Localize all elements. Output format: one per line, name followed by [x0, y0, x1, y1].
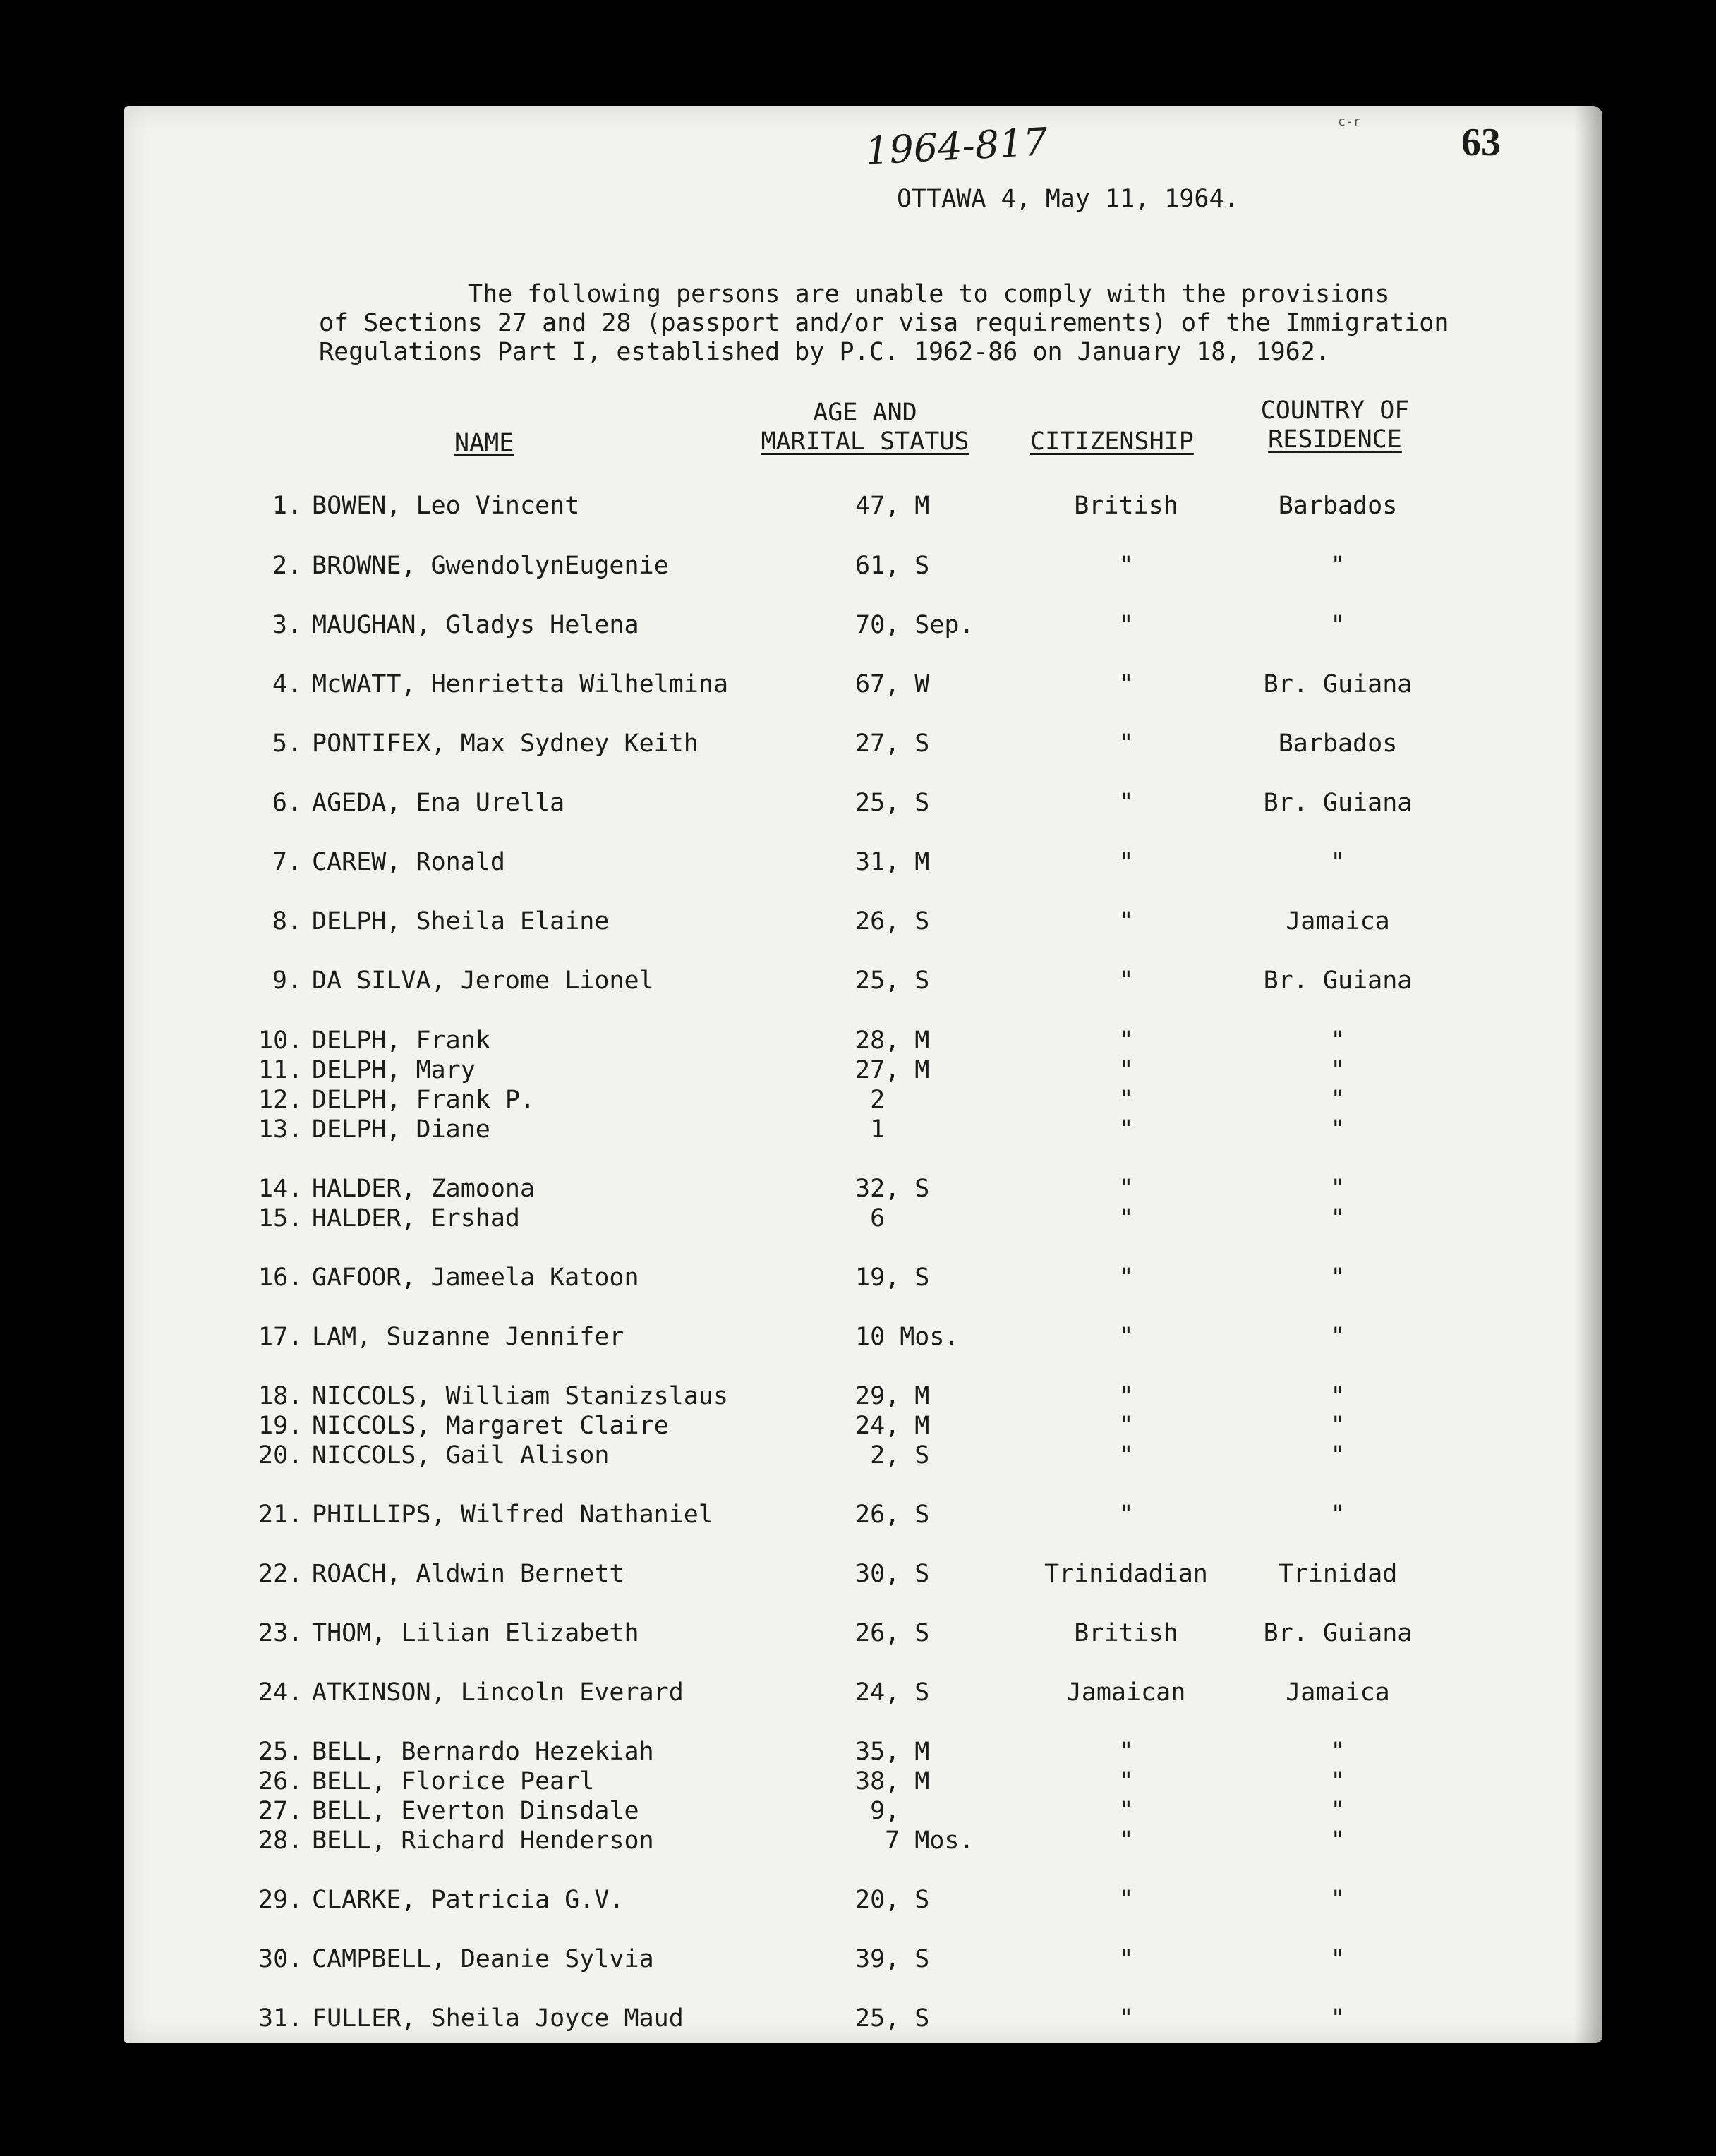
citizenship: "	[1118, 1412, 1134, 1440]
row-number: 26.	[258, 1767, 303, 1795]
citizenship: "	[1118, 1323, 1134, 1351]
person-name: DA SILVA, Jerome Lionel	[312, 967, 654, 995]
row-number: 3.	[272, 611, 302, 639]
table-row	[124, 1175, 1602, 1206]
country-of-residence: "	[1330, 1738, 1346, 1766]
table-row	[124, 1738, 1602, 1769]
citizenship: "	[1118, 1175, 1134, 1203]
row-number: 19.	[258, 1412, 303, 1440]
table-row	[124, 1619, 1602, 1650]
age-marital-status: 28, M	[855, 1026, 930, 1055]
age-marital-status: 25, S	[855, 789, 930, 817]
intro-line-1: The following persons are unable to comply with the provisions	[468, 280, 1390, 308]
row-number: 9.	[272, 967, 302, 995]
age-marital-status: 32, S	[855, 1175, 930, 1203]
header-citizenship: CITIZENSHIP	[1030, 428, 1194, 456]
age-marital-status: 61, S	[855, 552, 930, 580]
page-number: 63	[1461, 121, 1501, 164]
age-marital-status: 27, M	[855, 1056, 930, 1084]
table-row	[124, 1382, 1602, 1413]
person-name: LAM, Suzanne Jennifer	[312, 1323, 624, 1351]
citizenship: "	[1118, 1264, 1134, 1292]
country-of-residence: "	[1330, 2004, 1346, 2033]
table-row	[124, 2004, 1602, 2035]
person-name: BELL, Richard Henderson	[312, 1827, 654, 1855]
person-name: DELPH, Frank P.	[312, 1086, 536, 1114]
citizenship: "	[1118, 1501, 1134, 1529]
person-name: DELPH, Sheila Elaine	[312, 907, 610, 935]
citizenship: "	[1118, 670, 1134, 698]
header-name: NAME	[454, 429, 514, 457]
country-of-residence: "	[1330, 611, 1346, 639]
citizenship: "	[1118, 1797, 1134, 1825]
header-residence-line1: COUNTRY OF	[1260, 396, 1410, 425]
row-number: 25.	[258, 1738, 303, 1766]
age-marital-status: 24, S	[855, 1678, 930, 1707]
table-row	[124, 1441, 1602, 1472]
country-of-residence: "	[1330, 1412, 1346, 1440]
table-row	[124, 1560, 1602, 1591]
person-name: ATKINSON, Lincoln Everard	[312, 1678, 684, 1707]
row-number: 2.	[272, 552, 302, 580]
person-name: CAREW, Ronald	[312, 848, 505, 876]
row-number: 22.	[258, 1560, 303, 1588]
row-number: 20.	[258, 1441, 303, 1470]
person-name: DELPH, Mary	[312, 1056, 476, 1084]
citizenship: "	[1118, 1086, 1134, 1114]
country-of-residence: "	[1330, 1115, 1346, 1144]
person-name: BROWNE, GwendolynEugenie	[312, 552, 669, 580]
person-name: HALDER, Ershad	[312, 1204, 521, 1233]
person-name: NICCOLS, Margaret Claire	[312, 1412, 669, 1440]
person-name: ROACH, Aldwin Bernett	[312, 1560, 624, 1588]
header-age-line1: AGE AND	[813, 399, 917, 427]
citizenship: "	[1118, 2004, 1134, 2033]
table-row	[124, 1115, 1602, 1146]
country-of-residence: "	[1330, 552, 1346, 580]
row-number: 31.	[258, 2004, 303, 2033]
age-marital-status: 29, M	[855, 1382, 930, 1410]
document-page	[124, 106, 1602, 2043]
header-age-line2: MARITAL STATUS	[761, 428, 969, 456]
handwritten-reference: 1964-817	[864, 119, 1049, 174]
citizenship: "	[1118, 1056, 1134, 1084]
citizenship: "	[1118, 611, 1134, 639]
citizenship: "	[1118, 1886, 1134, 1914]
table-row	[124, 1086, 1602, 1117]
table-row	[124, 789, 1602, 820]
row-number: 11.	[258, 1056, 303, 1084]
intro-line-2: of Sections 27 and 28 (passport and/or visa requirements) of the Immigration	[319, 309, 1449, 337]
table-row	[124, 1767, 1602, 1798]
header-residence-line2: RESIDENCE	[1268, 425, 1402, 454]
row-number: 28.	[258, 1827, 303, 1855]
age-marital-status: 26, S	[855, 1501, 930, 1529]
table-row	[124, 611, 1602, 642]
person-name: DELPH, Frank	[312, 1026, 490, 1055]
dateline: OTTAWA 4, May 11, 1964.	[897, 185, 1239, 213]
table-row	[124, 729, 1602, 761]
age-marital-status: 30, S	[855, 1560, 930, 1588]
row-number: 30.	[258, 1945, 303, 1973]
table-row	[124, 1501, 1602, 1532]
row-number: 14.	[258, 1175, 303, 1203]
age-marital-status: 2, S	[855, 1441, 930, 1470]
table-row	[124, 1827, 1602, 1858]
country-of-residence: "	[1330, 1827, 1346, 1855]
country-of-residence: "	[1330, 1086, 1346, 1114]
country-of-residence: "	[1330, 1886, 1346, 1914]
country-of-residence: "	[1330, 848, 1346, 876]
row-number: 24.	[258, 1678, 303, 1707]
age-marital-status: 9,	[855, 1797, 900, 1825]
country-of-residence: "	[1330, 1323, 1346, 1351]
age-marital-status: 1	[855, 1115, 886, 1144]
country-of-residence: Br. Guiana	[1263, 789, 1413, 817]
country-of-residence: "	[1330, 1945, 1346, 1973]
table-row	[124, 1323, 1602, 1354]
citizenship: Trinidadian	[1044, 1560, 1208, 1588]
age-marital-status: 7 Mos.	[855, 1827, 974, 1855]
age-marital-status: 19, S	[855, 1264, 930, 1292]
country-of-residence: "	[1330, 1501, 1346, 1529]
row-number: 5.	[272, 729, 302, 758]
table-row	[124, 907, 1602, 938]
citizenship: "	[1118, 1945, 1134, 1973]
person-name: BELL, Everton Dinsdale	[312, 1797, 639, 1825]
citizenship: Jamaican	[1066, 1678, 1186, 1707]
age-marital-status: 26, S	[855, 907, 930, 935]
intro-line-3: Regulations Part I, established by P.C. 1962-86 on January 18, 1962.	[319, 338, 1330, 366]
table-row	[124, 1797, 1602, 1828]
row-number: 8.	[272, 907, 302, 935]
country-of-residence: "	[1330, 1175, 1346, 1203]
citizenship: "	[1118, 1827, 1134, 1855]
country-of-residence: "	[1330, 1204, 1346, 1233]
country-of-residence: Barbados	[1278, 729, 1398, 758]
person-name: PHILLIPS, Wilfred Nathaniel	[312, 1501, 713, 1529]
row-number: 17.	[258, 1323, 303, 1351]
person-name: AGEDA, Ena Urella	[312, 789, 565, 817]
table-row	[124, 1945, 1602, 1976]
table-row	[124, 1204, 1602, 1235]
age-marital-status: 25, S	[855, 2004, 930, 2033]
citizenship: "	[1118, 967, 1134, 995]
citizenship: "	[1118, 1441, 1134, 1470]
row-number: 15.	[258, 1204, 303, 1233]
citizenship: "	[1118, 552, 1134, 580]
person-name: CLARKE, Patricia G.V.	[312, 1886, 624, 1914]
person-name: BOWEN, Leo Vincent	[312, 492, 580, 520]
country-of-residence: Jamaica	[1286, 1678, 1390, 1707]
age-marital-status: 70, Sep.	[855, 611, 974, 639]
person-name: PONTIFEX, Max Sydney Keith	[312, 729, 699, 758]
age-marital-status: 20, S	[855, 1886, 930, 1914]
citizenship: "	[1118, 1115, 1134, 1144]
citizenship: "	[1118, 848, 1134, 876]
row-number: 12.	[258, 1086, 303, 1114]
row-number: 21.	[258, 1501, 303, 1529]
country-of-residence: "	[1330, 1797, 1346, 1825]
row-number: 27.	[258, 1797, 303, 1825]
age-marital-status: 38, M	[855, 1767, 930, 1795]
age-marital-status: 25, S	[855, 967, 930, 995]
person-name: BELL, Bernardo Hezekiah	[312, 1738, 654, 1766]
age-marital-status: 10 Mos.	[855, 1323, 960, 1351]
corner-mark: c-r	[1338, 114, 1361, 129]
person-name: MAUGHAN, Gladys Helena	[312, 611, 639, 639]
age-marital-status: 39, S	[855, 1945, 930, 1973]
row-number: 29.	[258, 1886, 303, 1914]
row-number: 1.	[272, 492, 302, 520]
country-of-residence: "	[1330, 1026, 1346, 1055]
country-of-residence: Jamaica	[1286, 907, 1390, 935]
row-number: 16.	[258, 1264, 303, 1292]
table-row	[124, 967, 1602, 998]
age-marital-status: 31, M	[855, 848, 930, 876]
person-name: HALDER, Zamoona	[312, 1175, 536, 1203]
table-row	[124, 1886, 1602, 1917]
country-of-residence: "	[1330, 1382, 1346, 1410]
table-row	[124, 492, 1602, 523]
country-of-residence: "	[1330, 1056, 1346, 1084]
citizenship: "	[1118, 789, 1134, 817]
country-of-residence: "	[1330, 1767, 1346, 1795]
country-of-residence: Br. Guiana	[1263, 1619, 1413, 1647]
table-row	[124, 848, 1602, 879]
person-name: McWATT, Henrietta Wilhelmina	[312, 670, 729, 698]
citizenship: "	[1118, 907, 1134, 935]
country-of-residence: Barbados	[1278, 492, 1398, 520]
person-name: THOM, Lilian Elizabeth	[312, 1619, 639, 1647]
table-row	[124, 1026, 1602, 1058]
row-number: 13.	[258, 1115, 303, 1144]
age-marital-status: 35, M	[855, 1738, 930, 1766]
person-name: CAMPBELL, Deanie Sylvia	[312, 1945, 654, 1973]
age-marital-status: 26, S	[855, 1619, 930, 1647]
age-marital-status: 2	[855, 1086, 886, 1114]
citizenship: British	[1074, 492, 1178, 520]
person-name: NICCOLS, William Stanizslaus	[312, 1382, 729, 1410]
country-of-residence: "	[1330, 1441, 1346, 1470]
citizenship: British	[1074, 1619, 1178, 1647]
row-number: 7.	[272, 848, 302, 876]
citizenship: "	[1118, 1026, 1134, 1055]
person-name: NICCOLS, Gail Alison	[312, 1441, 610, 1470]
table-row	[124, 1264, 1602, 1295]
citizenship: "	[1118, 1204, 1134, 1233]
person-name: BELL, Florice Pearl	[312, 1767, 595, 1795]
country-of-residence: Br. Guiana	[1263, 967, 1413, 995]
person-name: FULLER, Sheila Joyce Maud	[312, 2004, 684, 2033]
row-number: 4.	[272, 670, 302, 698]
person-name: DELPH, Diane	[312, 1115, 490, 1144]
age-marital-status: 27, S	[855, 729, 930, 758]
row-number: 23.	[258, 1619, 303, 1647]
table-row	[124, 1056, 1602, 1087]
country-of-residence: Br. Guiana	[1263, 670, 1413, 698]
age-marital-status: 67, W	[855, 670, 930, 698]
age-marital-status: 24, M	[855, 1412, 930, 1440]
citizenship: "	[1118, 1382, 1134, 1410]
table-row	[124, 1678, 1602, 1709]
table-row	[124, 1412, 1602, 1443]
row-number: 6.	[272, 789, 302, 817]
citizenship: "	[1118, 1738, 1134, 1766]
person-name: GAFOOR, Jameela Katoon	[312, 1264, 639, 1292]
table-row	[124, 670, 1602, 701]
row-number: 10.	[258, 1026, 303, 1055]
country-of-residence: Trinidad	[1278, 1560, 1398, 1588]
age-marital-status: 47, M	[855, 492, 930, 520]
citizenship: "	[1118, 729, 1134, 758]
table-row	[124, 552, 1602, 583]
country-of-residence: "	[1330, 1264, 1346, 1292]
citizenship: "	[1118, 1767, 1134, 1795]
row-number: 18.	[258, 1382, 303, 1410]
age-marital-status: 6	[855, 1204, 886, 1233]
